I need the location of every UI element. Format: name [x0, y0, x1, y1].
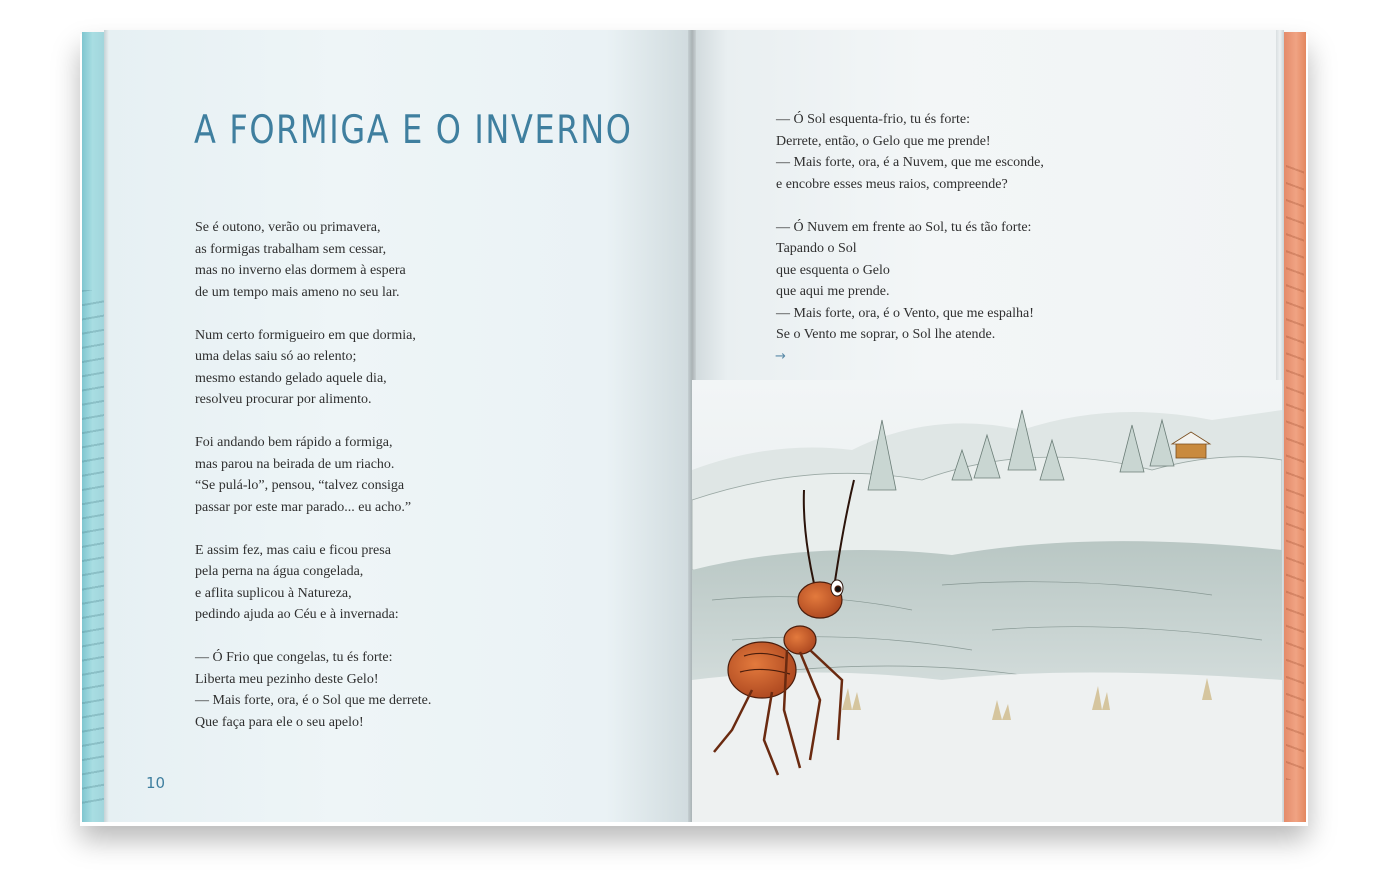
right-poem	[776, 109, 1044, 367]
poem-line: — Ó Frio que congelas, tu és forte:	[195, 650, 393, 665]
poem-line: mas parou na beirada de um riacho.	[195, 456, 395, 472]
poem-line: mesmo estando gelado aquele dia,	[195, 370, 387, 386]
poem-line: e encobre esses meus raios, compreende?	[776, 176, 1008, 192]
stanza	[195, 432, 431, 518]
poem-line: Que faça para ele o seu apelo!	[195, 714, 364, 730]
page-number: 10	[146, 774, 166, 792]
stanza	[195, 217, 431, 303]
poem-line: Num certo formigueiro em que dormia,	[195, 327, 416, 343]
poem-line: — Mais forte, ora, é a Nuvem, que me esconde,	[776, 155, 1044, 170]
cover-edge-left-art	[82, 290, 106, 810]
poem-line: “Se pulá-lo”, pensou, “talvez consiga	[195, 478, 405, 493]
poem-line: que aqui me prende.	[776, 284, 890, 299]
poem-line: — Mais forte, ora, é o Vento, que me espalha!	[776, 305, 1034, 321]
poem-line: passar por este mar parado... eu acho.”	[195, 499, 412, 515]
poem-line: mas no inverno elas dormem à espera	[195, 263, 406, 278]
poem-line: — Ó Nuvem em frente ao Sol, tu és tão forte:	[776, 219, 1032, 235]
poem-line: de um tempo mais ameno no seu lar.	[195, 284, 400, 300]
poem-line: pela perna na água congelada,	[195, 564, 364, 579]
poem-line: uma delas saiu só ao relento;	[195, 349, 357, 364]
stanza	[195, 647, 431, 733]
poem-line: resolveu procurar por alimento.	[195, 392, 372, 407]
stanza	[195, 325, 431, 411]
stanza	[195, 540, 431, 626]
poem-line: Derrete, então, o Gelo que me prende!	[776, 133, 991, 149]
stanza	[776, 109, 1044, 195]
poem-line: Liberta meu pezinho deste Gelo!	[195, 671, 379, 687]
poem-line: Tapando o Sol	[776, 241, 857, 256]
poem-line: — Mais forte, ora, é o Sol que me derrete.	[195, 693, 432, 708]
poem-line: E assim fez, mas caiu e ficou presa	[195, 542, 391, 558]
poem-line: que esquenta o Gelo	[776, 262, 890, 278]
cover-edge-right-art	[1286, 160, 1304, 780]
poem-line: pedindo ajuda ao Céu e à invernada:	[195, 607, 399, 622]
poem-line: Se é outono, verão ou primavera,	[195, 220, 381, 235]
stanza	[776, 217, 1044, 346]
poem-line: Se o Vento me soprar, o Sol lhe atende.	[776, 327, 996, 342]
continue-arrow-icon: →	[775, 349, 786, 364]
poem-title: A FORMIGA E O INVERNO	[194, 108, 633, 153]
poem-line: as formigas trabalham sem cessar,	[195, 241, 387, 257]
poem-line: — Ó Sol esquenta-frio, tu és forte:	[776, 112, 971, 127]
winter-ant-illustration	[692, 380, 1282, 822]
poem-line: Foi andando bem rápido a formiga,	[195, 435, 393, 450]
left-page-edge	[104, 30, 109, 822]
poem-line: e aflita suplicou à Natureza,	[195, 585, 352, 601]
left-poem	[195, 217, 431, 755]
